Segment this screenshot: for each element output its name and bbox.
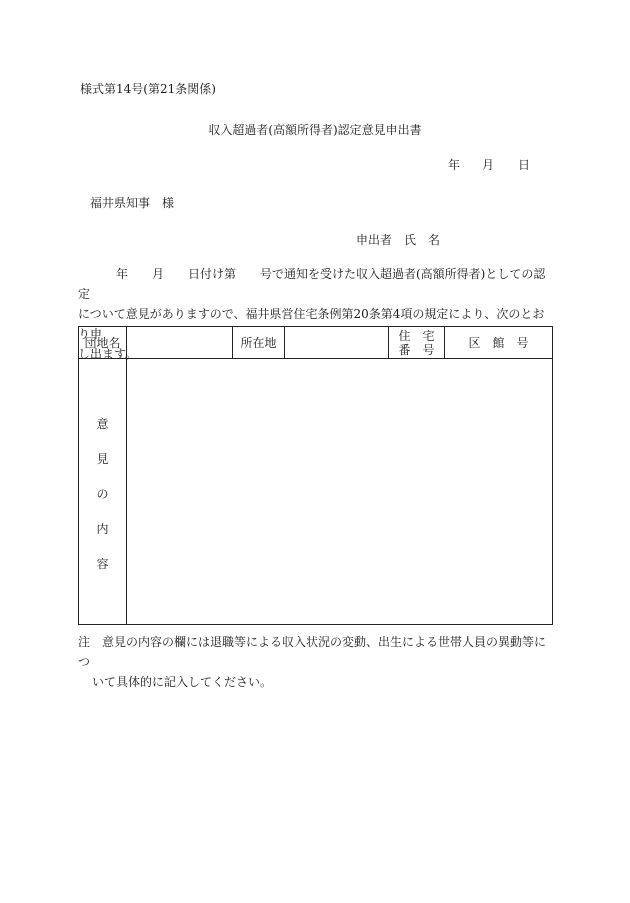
opinion-char-3: の [96,487,109,501]
opinion-char-1: 意 [96,417,109,431]
footnote [78,632,552,692]
body-line-2: について意見がありますので、福井県営住宅条例第20条第4項の規定により、次のとおり申 [78,307,545,341]
ward-building-number-field[interactable]: 区 館 号 [445,327,553,359]
location-field[interactable] [285,327,389,359]
date-line [448,156,530,173]
body-line-1: 年 月 日付け第 号で通知を受けた収入超過者(高額所得者)としての認定 [78,267,546,301]
date-day: 日 [518,158,531,172]
opinion-char-2: 見 [96,452,109,466]
danchi-name-label: 団地名 [79,327,127,359]
applicant-name-label: 申出者 氏 名 [356,233,441,247]
opinion-char-4: 内 [96,522,109,536]
house-number-label-bottom: 番 号 [398,342,435,357]
addressee: 福井県知事 様 [90,196,175,210]
document-title: 収入超過者(高額所得者)認定意見申出書 [208,123,422,137]
info-table [78,326,553,625]
opinion-content-field[interactable] [127,359,553,625]
danchi-name-field[interactable] [127,327,233,359]
opinion-char-5: 容 [96,557,109,571]
date-year: 年 [448,158,461,172]
opinion-label [79,359,127,625]
footnote-line-1: 注 意見の内容の欄には退職等による収入状況の変動、出生による世帯人員の異動等につ [78,635,547,669]
footnote-line-2: いて具体的に記入してください。 [92,675,273,689]
body-line-3: し出ます。 [78,347,138,361]
house-number-label [389,327,445,359]
date-month: 月 [482,158,495,172]
location-label: 所在地 [233,327,285,359]
form-number-label: 様式第14号(第21条関係) [80,82,216,96]
house-number-label-top: 住 宅 [398,328,435,343]
